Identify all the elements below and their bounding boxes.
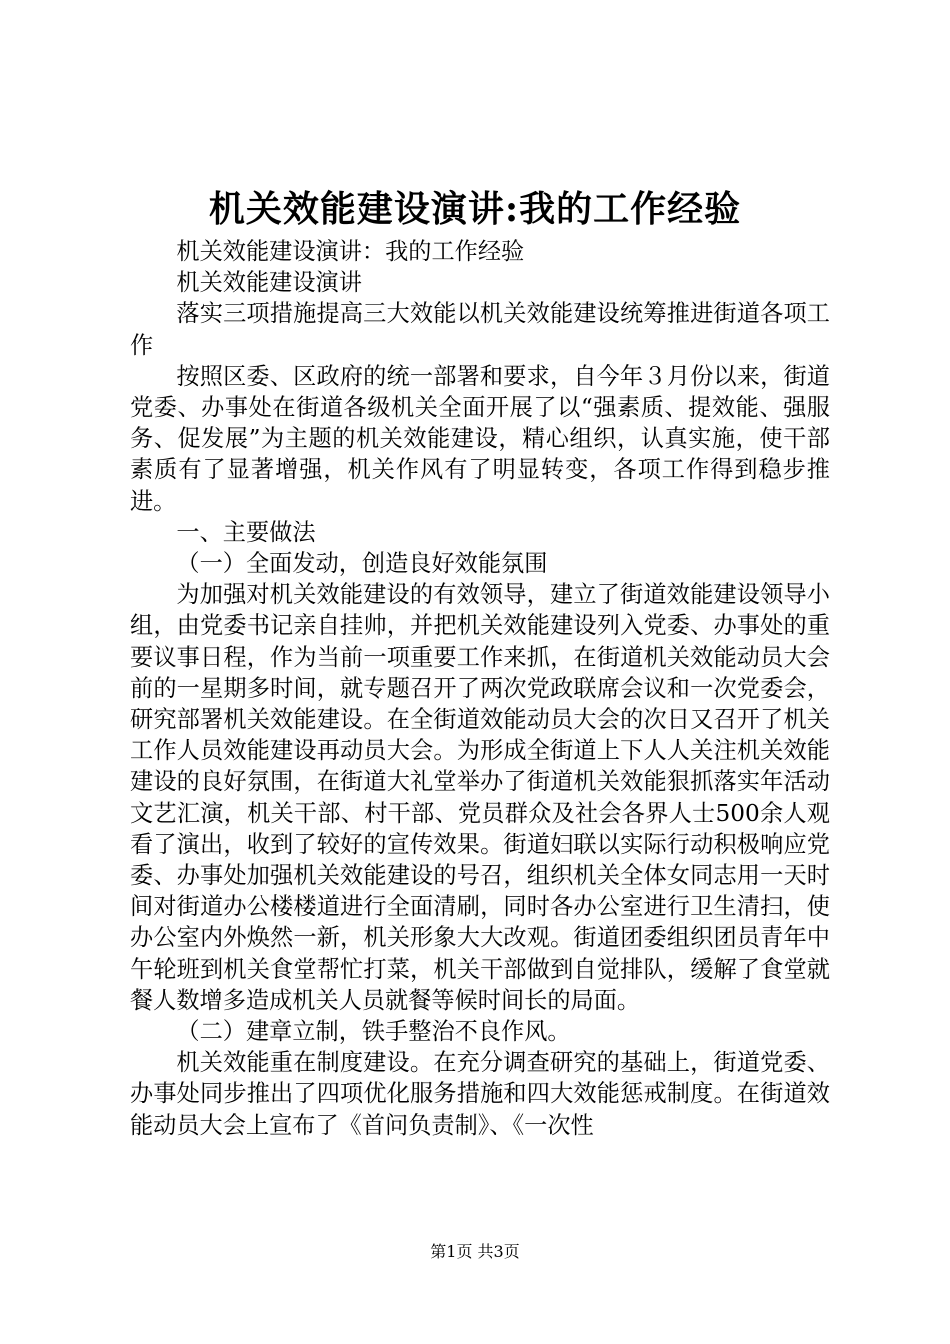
- paragraph: 机关效能建设演讲：我的工作经验: [176, 238, 525, 265]
- paragraph: 为加强对机关效能建设的有效领导，建立了街道效能建设领导小组，由党委书记亲自挂帅，并把机关效能建设列入党委、办事处的重要议事日程，作为当前一项重要工作来抓，在街道机关效能动员大会前的一星期多时间，就专题召开了两次党政联席会议和一次党委会，研究部署机关效能建设。在全街道效能动员大会的次日又召开了机关工作人员效能建设再动员大会。为形成全街道上下人人关注机关效能建设的良好氛围，在街道大礼堂举办了街道机关效能狠抓落实年活动文艺汇演，机关干部、村干部、党员群众及社会各界人士500余人观看了演出，收到了较好的宣传效果。街道妇联以实际行动积极响应党委、办事处加强机关效能建设的号召，组织机关全体女同志用一天时间对街道办公楼楼道进行全面清刷，同时各办公室进行卫生清扫，使办公室内外焕然一新，机关形象大大改观。街道团委组织团员青年中午轮班到机关食堂帮忙打菜，机关干部做到自觉排队，缓解了食堂就餐人数增多造成机关人员就餐等候时间长的局面。: [130, 581, 830, 1014]
- paragraph: 按照区委、区政府的统一部署和要求，自今年３月份以来，街道党委、办事处在街道各级机关全面开展了以“强素质、提效能、强服务、促发展”为主题的机关效能建设，精心组织，认真实施，使干部素质有了显著增强，机关作风有了明显转变，各项工作得到稳步推进。: [130, 362, 830, 515]
- document-body: [130, 236, 830, 1141]
- subsection-heading: （一）全面发动，创造良好效能氛围: [176, 550, 548, 578]
- paragraph: 机关效能建设演讲: [176, 269, 362, 297]
- paragraph: 落实三项措施提高三大效能以机关效能建设统筹推进街道各项工作: [130, 300, 830, 359]
- section-heading: 一、主要做法: [176, 518, 316, 546]
- subsection-heading: （二）建章立制，铁手整治不良作风。: [176, 1018, 571, 1046]
- page-number-footer: 第1页 共3页: [430, 1242, 520, 1261]
- document-title: 机关效能建设演讲:我的工作经验: [208, 188, 742, 230]
- paragraph: 机关效能重在制度建设。在充分调查研究的基础上，街道党委、办事处同步推出了四项优化服务措施和四大效能惩戒制度。在街道效能动员大会上宣布了《首问负责制》、《一次性: [130, 1049, 830, 1139]
